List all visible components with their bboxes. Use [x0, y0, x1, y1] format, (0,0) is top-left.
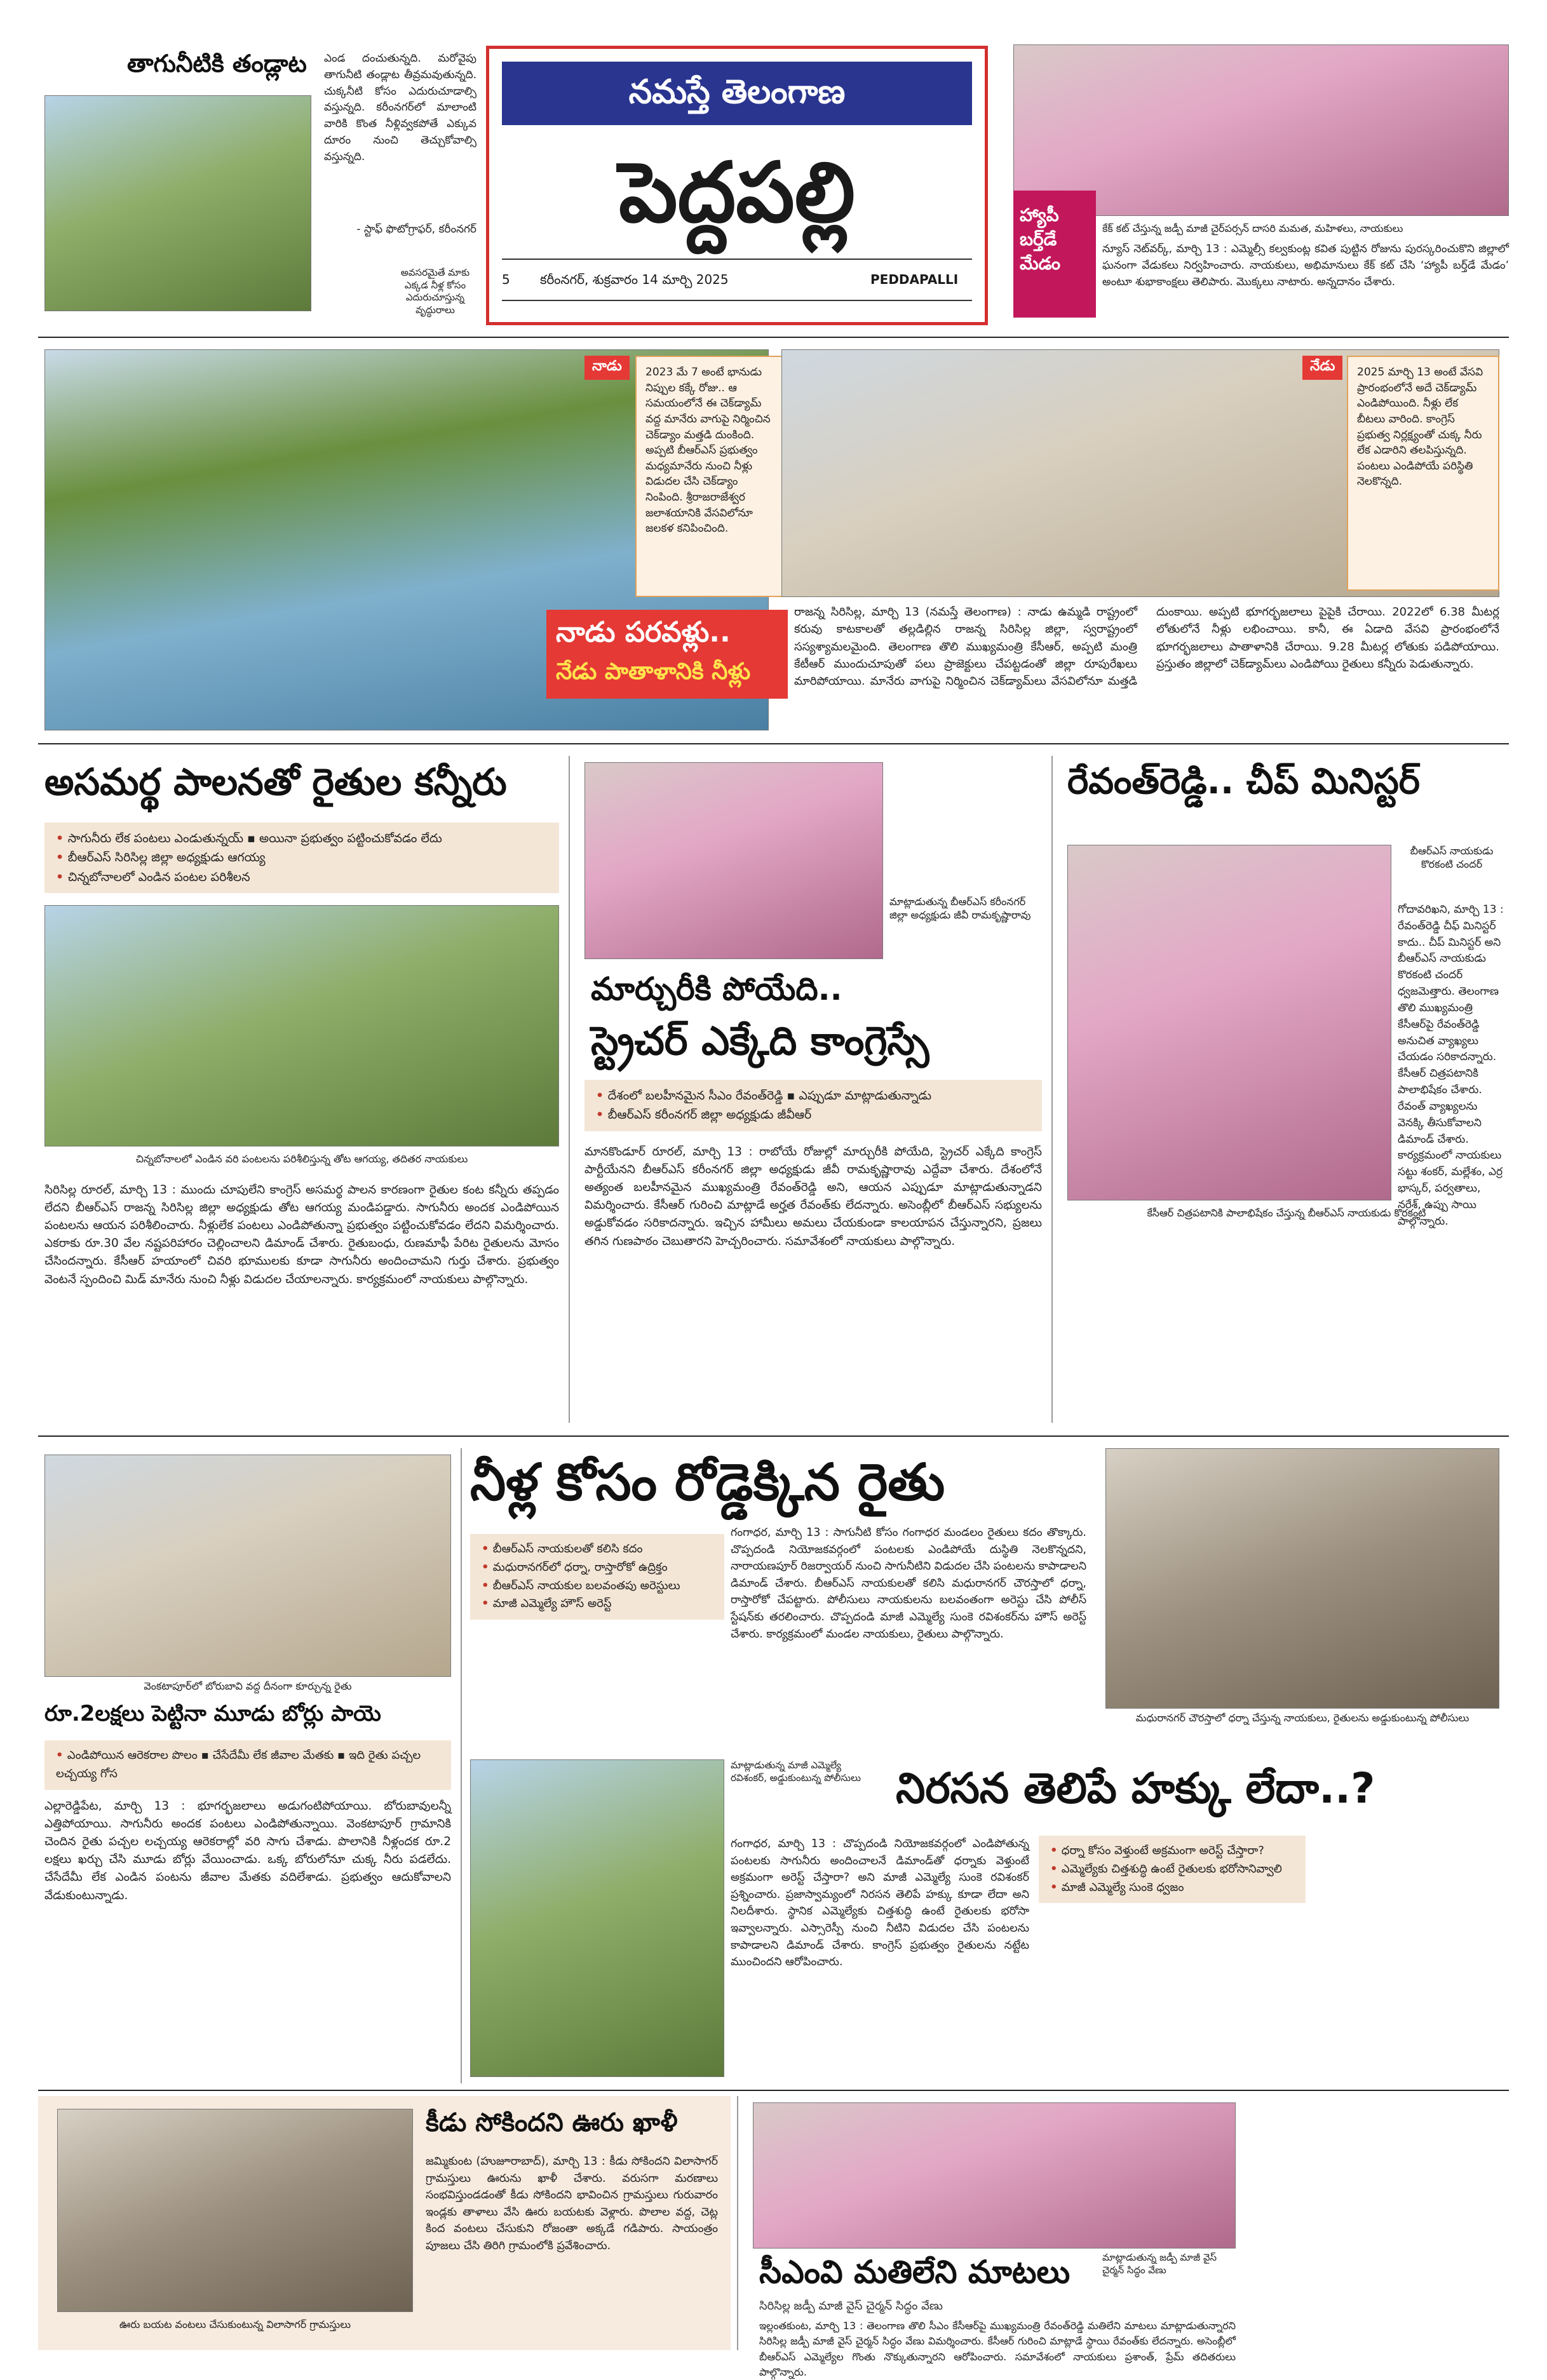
page-number: 5: [502, 272, 510, 287]
right-to-protest-caption: మాట్లాడుతున్న మాజీ ఎమ్మెల్యే రవిశంకర్, అడ్డుకుంటున్న పోలీసులు: [731, 1759, 861, 1784]
farmer-protest-photo: [1105, 1448, 1499, 1709]
band-rule-2: [38, 743, 1509, 744]
story-right-to-protest: [470, 1753, 1509, 2083]
dam-then-text: 2023 మే 7 అంటే భానుడు నిప్పుల కక్కే రోజు.. ఆ సమయంలోనే ఈ చెక్‌డ్యామ్ వద్ద మానేరు వాగుపై నిర్మించిన చెక్‌డ్యాం మత్తడి దుంకింది. అప్పటి బీఆర్‌ఎస్ ప్రభుత్వం మధ్యమానేరు నుంచి నీళ్లు విడుదల చేసి చెక్‌డ్యాం నింపింది. శ్రీరాజరాజేశ్వర జలాశయానికి వేసవిలోనూ జలకళ కనిపించింది.: [635, 356, 788, 597]
story-middle-bullet-2: • బీఆర్‌ఎస్ కరీంనగర్ జిల్లా అధ్యక్షుడు జీవీఆర్: [596, 1105, 1030, 1124]
masthead-rule-bottom: [502, 300, 972, 301]
story-left-bullets: [44, 823, 559, 893]
top-left-caption: అవసరమైతే మాకు ఎక్కడ నీళ్ల కోసం ఎదురుచూస్తున్న వృద్ధురాలు: [400, 267, 470, 316]
masthead-edition: పెద్దపల్లి: [619, 144, 855, 241]
story-middle-photo: [584, 762, 883, 959]
story-left: [38, 750, 565, 1429]
village-headline: కీడు సోకిందని ఊరు ఖాళీ: [426, 2108, 678, 2137]
right-to-protest-bullets: [1039, 1836, 1306, 1903]
village-caption: ఊరు బయట వంటలు చేసుకుంటున్న విలాసాగర్ గ్రామస్తులు: [119, 2318, 351, 2330]
story-left-photo: [44, 905, 559, 1146]
borewell-bullet-1: • ఎండిపోయిన ఆరెకరాల పొలం ▪ చేసేదేమీ లేక జీవాల మేతకు ▪ ఇది రైతు పచ్చల లచ్చయ్య గోస: [56, 1747, 440, 1784]
village-body: జమ్మికుంట (హుజూరాబాద్), మార్చి 13 : కీడు సోకిందని విలాసాగర్ గ్రామస్తులు ఊరును ఖాళీ చేశారు. వరుసగా మరణాలు సంభవిస్తుండడంతో కీడు సోకిందని భావించిన గ్రామస్తులు గురువారం ఇండ్లకు తాళాలు వేసి ఊరు బయటకు వెళ్లారు. పొలాల వద్ద, చెట్ల కింద వంటలు చేసుకుని రోజంతా అక్కడే గడిపారు. సాయంత్రం పూజలు చేసి తిరిగి గ్రామంలోకి ప్రవేశించారు.: [426, 2155, 718, 2252]
col-rule-1: [569, 756, 570, 1423]
dam-feature: [38, 343, 1509, 737]
birthday-tag-box: [1013, 191, 1096, 318]
masthead-rule-top: [502, 259, 972, 260]
col-rule-3: [461, 1448, 462, 2083]
borewell-body: ఎల్లారెడ్డిపేట, మార్చి 13 : భూగర్భజలాలు అడుగంటిపోయాయి. బోరుబావులన్నీ ఎత్తిపోయాయి. సాగునీరు అందక పంటలు ఎండిపోతున్నాయి. వెంకటాపూర్ గ్రామానికి చెందిన రైతు పచ్చల లచ్చయ్య ఆరెకరాల్లో వరి సాగు చేశాడు. పొలానికి నీళ్లందక రూ.2 లక్షలు ఖర్చు చేసి మూడు బోర్లు వేయించాడు. ఒక్క బోరులోనూ చుక్క నీరు పడలేదు. చేసేదేమీ లేక ఎండిన పంటను జీవాల మేతకు వదిలేశాడు. ప్రభుత్వం ఆదుకోవాలని వేడుకుంటున్నాడు.: [44, 1799, 451, 1902]
cm-words-photo: [753, 2102, 1236, 2249]
col-rule-2: [1051, 756, 1053, 1423]
story-left-caption: చిన్నబోనాలలో ఎండిన వరి పంటలను పరిశీలిస్తున్న తోట ఆగయ్య, తదితర నాయకులు: [135, 1153, 468, 1165]
story-right-headline: రేవంత్‌రెడ్డి.. చీప్ మినిస్టర్: [1067, 761, 1420, 802]
story-left-body: సిరిసిల్ల రూరల్, మార్చి 13 : ముందు చూపులేని కాంగ్రెస్ అసమర్థ పాలన కారణంగా రైతుల కంట కన్నీరు తప్పడం లేదని బీఆర్‌ఎస్ రాజన్న సిరిసిల్ల జిల్లా అధ్యక్షుడు తోట ఆగయ్య మండిపడ్డారు. సాగునీరు అందక ఎండిపోయిన పంటలను ఆయన పరిశీలించారు. నీళ్లులేక పంటలు ఎండిపోతున్నా ప్రభుత్వం పట్టించుకోవడం లేదని విమర్శించారు. ఎకరాకు రూ.30 వేల నష్టపరిహారం చెల్లించాలని డిమాండ్ చేశారు. రైతుబంధు, రుణమాఫీ పేరిట రైతులను మోసం చేసిందన్నారు. కేసీఆర్ హయాంలో చివరి భూములకు కూడా సాగునీరు అందించామని గుర్తు చేశారు. ప్రభుత్వం వెంటనే స్పందించి మిడ్ మానేరు నుంచి నీళ్లు విడుదల చేయాలన్నారు. కార్యక్రమంలో నాయకులు పాల్గొన్నారు.: [44, 1183, 559, 1286]
story-farmer-protest: [470, 1442, 1509, 1747]
farmer-protest-bullet-3: • బీఆర్‌ఎస్ నాయకుల బలవంతపు అరెస్టులు: [482, 1577, 713, 1596]
farmer-protest-bullet-4: • మాజీ ఎమ్మెల్యే హౌస్ అరెస్ట్: [482, 1595, 713, 1613]
story-middle-headline-1: మార్చురీకి పోయేది..: [591, 971, 842, 1007]
top-left-body: ఎండ దంచుతున్నది. మరోవైపు తాగునీటి తండ్లాట తీవ్రమవుతున్నది. చుక్కనీటి కోసం ఎదురుచూడాల్సి వస్తున్నది. కరీంనగర్‌లో మాలాంటి వారికి కొంత నీళ్లివ్వకపోతే ఎక్కువ దూరం నుంచి తెచ్చుకోవాల్సి వస్తున్నది.: [324, 52, 476, 163]
col-rule-4: [737, 2096, 738, 2350]
farmer-protest-bullet-2: • మధురానగర్‌లో ధర్నా, రాస్తారోకో ఉద్రిక్తం: [482, 1559, 713, 1577]
story-left-bullet-1: • సాగునీరు లేక పంటలు ఎండుతున్నయ్ ▪ అయినా ప్రభుత్వం పట్టించుకోవడం లేదు: [56, 829, 548, 848]
farmer-protest-caption: మధురానగర్ చౌరస్తాలో ధర్నా చేస్తున్న నాయకులు, రైతులను అడ్డుకుంటున్న పోలీసులు: [1135, 1712, 1469, 1724]
story-right: [1061, 750, 1509, 1429]
farmer-protest-body: గంగాధర, మార్చి 13 : సాగునీటి కోసం గంగాధర మండలం రైతులు కదం తొక్కారు. చొప్పదండి నియోజకవర్గంలో పంటలకు ఎండిపోయే దుస్థితి నెలకొన్నదని, నారాయణపూర్ రిజర్వాయర్ నుంచి సాగునీటిని విడుదల చేసి పంటలను కాపాడాలని డిమాండ్ చేశారు. బీఆర్‌ఎస్ నాయకులతో కలిసి మధురానగర్ చౌరస్తాలో ధర్నా, రాస్తారోకో చేపట్టారు. పోలీసులు నాయకులను బలవంతంగా అరెస్టు చేసి పోలీస్ స్టేషన్‌కు తరలించారు. చొప్పదండి మాజీ ఎమ్మెల్యే సుంకె రవిశంకర్‌ను హౌస్ అరెస్ట్ చేశారు. కార్యక్రమంలో మండల నాయకులు, రైతులు పాల్గొన్నారు.: [731, 1526, 1086, 1641]
right-to-protest-headline: నిరసన తెలిపే హక్కు లేదా..?: [896, 1764, 1375, 1813]
top-left-credit: - స్టాఫ్ ఫొటోగ్రాఫర్, కరీంనగర్: [356, 223, 476, 236]
dam-now-text: 2025 మార్చి 13 అంటే వేసవి ప్రారంభంలోనే అదే చెక్‌డ్యామ్ ఎండిపోయింది. నీళ్లు లేక బీటలు వారింది. కాంగ్రెస్ ప్రభుత్వ నిర్లక్ష్యంతో చుక్క నీరు లేక ఎడారిని తలపిస్తున్నది. పంటలు ఎండిపోయే పరిస్థితి నెలకొన్నది.: [1347, 356, 1499, 591]
dam-then-tag: నాడు: [584, 356, 630, 380]
top-left-photo: [44, 95, 311, 311]
farmer-protest-bullets: [470, 1534, 724, 1620]
story-middle-bullet-1: • దేశంలో బలహీనమైన సీఎం రేవంత్‌రెడ్డి ▪ ఎప్పుడూ మాట్లాడుతున్నాడు: [596, 1086, 1030, 1105]
dam-headline-box: [546, 610, 788, 699]
story-right-body: గోదావరిఖని, మార్చి 13 : రేవంత్‌రెడ్డి చీఫ్ మినిస్టర్ కాదు.. చీప్ మినిస్టర్ అని బీఆర్‌ఎస్ నాయకుడు కొరకంటి చందర్ ధ్వజమెత్తారు. తెలంగాణ తొలి ముఖ్యమంత్రి కేసీఆర్‌పై రేవంత్‌రెడ్డి అనుచిత వ్యాఖ్యలు చేయడం సరికాదన్నారు. కేసీఆర్ చిత్రపటానికి పాలాభిషేకం చేశారు. రేవంత్ వ్యాఖ్యలను వెనక్కి తీసుకోవాలని డిమాండ్ చేశారు. కార్యక్రమంలో నాయకులు సట్టు శంకర్, మల్లేశం, ఎర్ర భాస్కర్, పర్వతాలు, నరేశ్, ఉప్పు సాయి పాల్గొన్నారు.: [1398, 903, 1504, 1228]
edition-en: PEDDAPALLI: [870, 272, 959, 287]
masthead: [486, 46, 988, 325]
story-borewell: [38, 1442, 457, 1906]
top-left-story: [38, 38, 476, 330]
top-left-headline: తాగునీటికి తండ్లాట: [127, 50, 307, 77]
story-right-caption-top: బీఆర్‌ఎస్ నాయకుడు కొరకంటి చందర్: [1410, 845, 1494, 870]
band-rule-1: [38, 337, 1509, 338]
cm-words-subhead: సిరిసిల్ల జడ్పీ మాజీ వైస్ చైర్మన్ సిద్ధం వేణు: [759, 2299, 943, 2313]
cm-words-body: ఇల్లంతకుంట, మార్చి 13 : తెలంగాణ తొలి సీఎం కేసీఆర్‌పై ముఖ్యమంత్రి రేవంత్‌రెడ్డి మతిలేని మాటలు మాట్లాడుతున్నారని సిరిసిల్ల జడ్పీ మాజీ వైస్ చైర్మన్ సిద్ధం వేణు విమర్శించారు. కేసీఆర్ గురించి మాట్లాడే స్థాయి రేవంత్‌కు లేదన్నారు. అసెంబ్లీలో బీఆర్‌ఎస్ ఎమ్మెల్యేల గొంతు నొక్కుతున్నారని ఆరోపించారు. సమావేశంలో నాయకులు ప్రశాంత్, ప్రేమ్ తదితరులు పాల్గొన్నారు.: [759, 2320, 1236, 2378]
story-left-headline: అసమర్థ పాలనతో రైతుల కన్నీరు: [44, 760, 507, 803]
top-right-story: [1013, 38, 1509, 330]
cm-words-side-column: [1248, 2102, 1503, 2344]
cm-words-headline: సీఎంవి మతిలేని మాటలు: [759, 2254, 1071, 2290]
story-middle-headline-2: స్ట్రెచర్ ఎక్కేది కాంగ్రెస్సే: [591, 1018, 929, 1064]
dam-now-tag: నేడు: [1302, 356, 1342, 380]
birthday-caption: కేక్ కట్ చేస్తున్న జడ్పీ మాజీ చైర్‌పర్సన్ దాసరి మమత, మహిళలు, నాయకులు: [1102, 222, 1403, 234]
right-to-protest-bullet-2: • ఎమ్మెల్యేకు చిత్తశుద్ధి ఉంటే రైతులకు భరోసానివ్వాలి: [1050, 1860, 1294, 1879]
farmer-protest-headline: నీళ్ల కోసం రోడ్డెక్కిన రైతు: [470, 1453, 945, 1512]
dam-headline-1: నాడు పరవళ్లు..: [556, 616, 731, 649]
story-left-bullet-2: • బీఆర్‌ఎస్ సిరిసిల్ల జిల్లా అధ్యక్షుడు ఆగయ్య: [56, 848, 548, 867]
borewell-caption: వెంకటాపూర్‌లో బోరుబావి వద్ద దీనంగా కూర్చున్న రైతు: [144, 1680, 352, 1692]
story-middle: [578, 750, 1048, 1429]
right-to-protest-bullet-1: • ధర్నా కోసం వెళ్తుంటే అక్రమంగా అరెస్ట్ చేస్తారా?: [1050, 1842, 1294, 1860]
borewell-photo: [44, 1455, 451, 1677]
cm-words-caption: మాట్లాడుతున్న జడ్పీ మాజీ వైస్ చైర్మన్ సిద్ధం వేణు: [1102, 2252, 1217, 2276]
story-middle-caption: మాట్లాడుతున్న బీఆర్‌ఎస్ కరీంనగర్ జిల్లా అధ్యక్షుడు జీవీ రామకృష్ణారావు: [889, 896, 1031, 921]
dateline: కరీంనగర్, శుక్రవారం 14 మార్చి 2025: [540, 272, 729, 287]
story-right-photo: [1067, 845, 1391, 1200]
dam-body: రాజన్న సిరిసిల్ల, మార్చి 13 (నమస్తే తెలంగాణ) : నాడు ఉమ్మడి రాష్ట్రంలో కరువు కాటకాలతో తల్లడిల్లిన రాజన్న సిరిసిల్ల జిల్లా, స్వరాష్ట్రంలో సస్యశ్యామలమైంది. తెలంగాణ తొలి ముఖ్యమంత్రి కేసీఆర్, అప్పటి మంత్రి కేటీఆర్ ముందుచూపుతో పలు ప్రాజెక్టులు చేపట్టడంతో జిల్లా రూపురేఖలు మారిపోయాయి. మానేరు వాగుపై నిర్మించిన చెక్‌డ్యామ్‌లు వేసవిలోనూ మత్తడి దుంకాయి. అప్పటి భూగర్భజలాలు పైపైకి చేరాయి. 2022లో 6.38 మీటర్ల లోతులోనే నీళ్లు లభించాయి. కానీ, ఈ ఏడాది వేసవి ప్రారంభంలోనే భూగర్భజలాలు పాతాళానికి చేరాయి. 9.28 మీటర్ల లోతుకు పడిపోయాయి. ప్రస్తుతం జిల్లాలో చెక్‌డ్యామ్‌లు ఎండిపోయి రైతులు కన్నీరు పెడుతున్నారు.: [794, 605, 1499, 689]
borewell-headline: రూ.2లక్షలు పెట్టినా మూడు బోర్లు పాయె: [44, 1701, 381, 1726]
band-rule-3: [38, 1435, 1509, 1437]
masthead-dateline-row: [502, 268, 972, 293]
story-village-empty: [38, 2096, 731, 2350]
birthday-body: న్యూస్ నెట్‌వర్క్, మార్చి 13 : ఎమ్మెల్సీ కల్వకుంట్ల కవిత పుట్టిన రోజును పురస్కరించుకొని జిల్లాలో ఘనంగా వేడుకలు నిర్వహించారు. నాయకులు, అభిమానులు కేక్ కట్ చేసి ‘హ్యాపీ బర్త్‌డే మేడం’ అంటూ శుభాకాంక్షలు తెలిపారు. మొక్కలు నాటారు. అన్నదానం చేశారు.: [1102, 243, 1509, 288]
right-to-protest-photo: [470, 1759, 724, 2077]
dam-headline-2: నేడు పాతాళానికి నీళ్లు: [556, 659, 751, 685]
story-middle-body: మానకొండూర్ రూరల్, మార్చి 13 : రాబోయే రోజుల్లో మార్చురీకి పోయేది, స్ట్రెచర్ ఎక్కేది కాంగ్రెస్ పార్టీయేనని బీఆర్‌ఎస్ కరీంనగర్ జిల్లా అధ్యక్షుడు జీవీ రామకృష్ణారావు ఎద్దేవా చేశారు. దేశంలోనే అత్యంత బలహీనమైన ముఖ్యమంత్రి రేవంత్‌రెడ్డి అని, ఆయన ఎప్పుడూ మాట్లాడుతున్నాడని విమర్శించారు. కేసీఆర్ గురించి మాట్లాడే అర్హత రేవంత్‌కు లేదన్నారు. అసెంబ్లీలో బీఆర్‌ఎస్ సభ్యులను అడ్డుకోవడం సరికాదన్నారు. ఇచ్చిన హామీలు అమలు చేయకుండా కాలయాపన చేస్తున్నారని, ప్రజలు తగిన గుణపాఠం చెబుతారని హెచ్చరించారు. సమావేశంలో నాయకులు పాల్గొన్నారు.: [584, 1145, 1042, 1248]
village-photo: [57, 2109, 413, 2312]
band-rule-4: [38, 2090, 1509, 2091]
right-to-protest-body-cont: [1315, 1836, 1503, 2077]
story-right-body-cont: [1067, 1232, 1506, 1423]
right-to-protest-body: గంగాధర, మార్చి 13 : చొప్పదండి నియోజకవర్గంలో ఎండిపోతున్న పంటలకు సాగునీరు అందించాలనే డిమాండ్‌తో ధర్నాకు వెళ్తుంటే అక్రమంగా అరెస్ట్ చేస్తారా? అని మాజీ ఎమ్మెల్యే సుంకె రవిశంకర్ ప్రశ్నించారు. ప్రజాస్వామ్యంలో నిరసన తెలిపే హక్కు కూడా లేదా అని నిలదీశారు. స్థానిక ఎమ్మెల్యేకు చిత్తశుద్ధి ఉంటే రైతులకు భరోసా ఇవ్వాలన్నారు. ఎస్సారెస్పీ నుంచి నీటిని విడుదల చేసి పంటలను కాపాడాలని డిమాండ్ చేశారు. కాంగ్రెస్ ప్రభుత్వం రైతులను నట్టేట ముంచిందని ఆరోపించారు.: [731, 1838, 1029, 1969]
masthead-brand-bar: [502, 62, 972, 125]
story-cm-words: [746, 2096, 1509, 2378]
masthead-brand: నమస్తే తెలంగాణ: [628, 73, 846, 111]
story-middle-bullets: [584, 1080, 1042, 1131]
birthday-tag: హ్యాపీ బర్త్‌డే మేడం: [1020, 205, 1061, 274]
right-to-protest-bullet-3: • మాజీ ఎమ్మెల్యే సుంకె ధ్వజం: [1050, 1879, 1294, 1897]
borewell-bullets: [44, 1740, 451, 1790]
story-left-bullet-3: • చిన్నబోనాలలో ఎండిన పంటల పరిశీలన: [56, 868, 548, 887]
story-right-caption-photo: కేసీఆర్ చిత్రపటానికి పాలాభిషేకం చేస్తున్న బీఆర్‌ఎస్ నాయకుడు కొరకంటి: [1147, 1207, 1426, 1219]
farmer-protest-bullet-1: • బీఆర్‌ఎస్ నాయకులతో కలిసి కదం: [482, 1540, 713, 1559]
